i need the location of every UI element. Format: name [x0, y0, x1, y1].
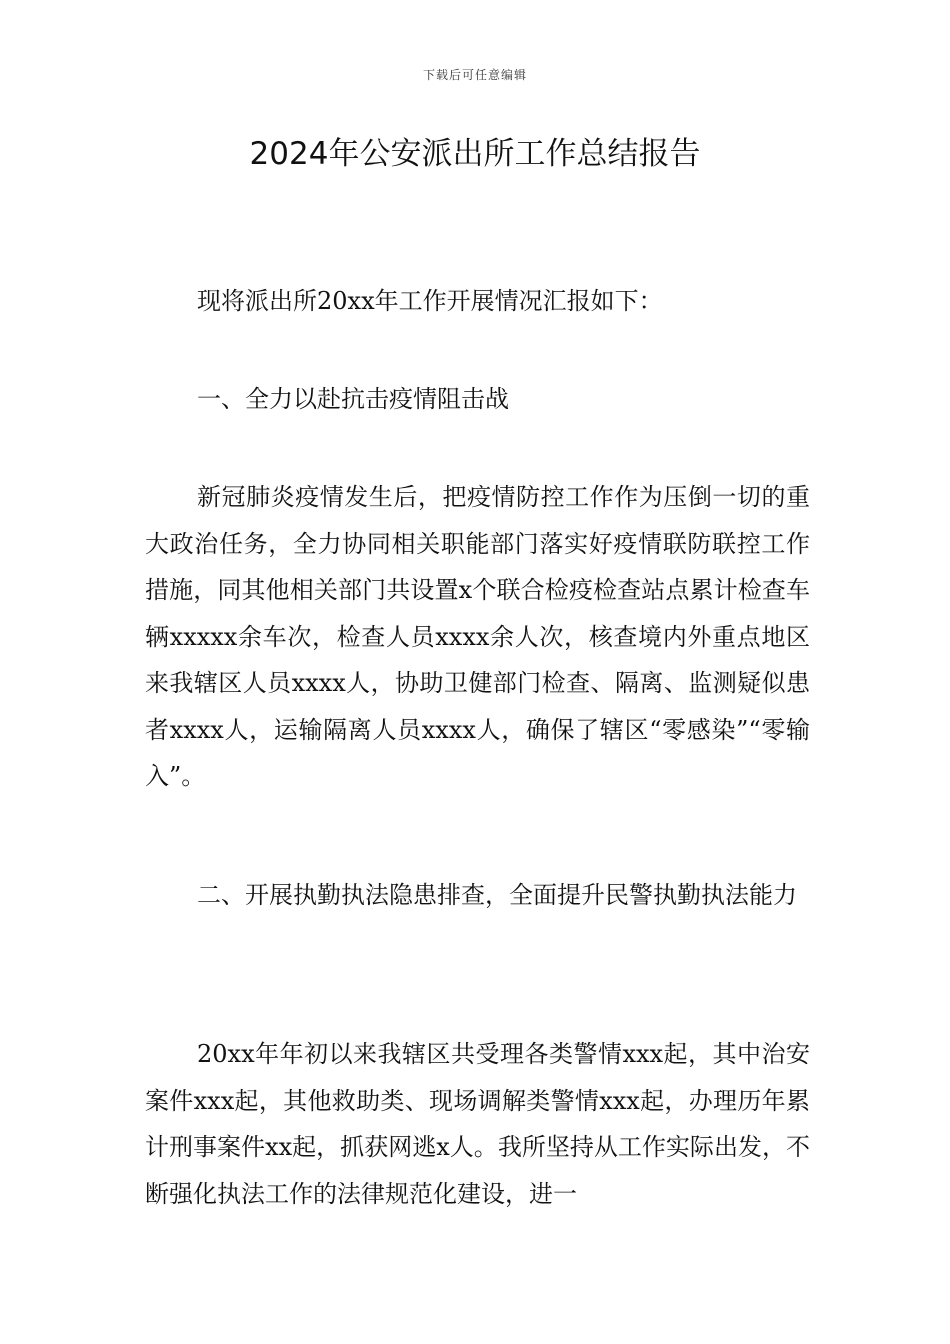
section-2-heading: 二、开展执勤执法隐患排查，全面提升民警执勤执法能力	[197, 881, 797, 909]
header-note: 下载后可任意编辑	[422, 68, 527, 82]
intro-paragraph: 现将派出所20xx年工作开展情况汇报如下：	[197, 287, 663, 315]
section-1-paragraph: 新冠肺炎疫情发生后，把疫情防控工作作为压倒一切的重大政治任务，全力协同相关职能部门落实好疫情联防联控工作措施，同其他相关部门共设置x个联合检疫检查站点累计检查车辆xxxxx余车次，检查人员xxxx余人次，核查境内外重点地区来我辖区人员xxxx人，协助卫健部门检查、隔离、监测疑似患者xxxx人，运输隔离人员xxxx人，确保了辖区“零感染”“零输入”。	[145, 483, 810, 790]
section-2-paragraph: 20xx年年初以来我辖区共受理各类警情xxx起，其中治安案件xxx起，其他救助类、现场调解类警情xxx起，办理历年累计刑事案件xx起，抓获网逃x人。我所坚持从工作实际出发，不断强化执法工作的法律规范化建设，进一	[145, 1040, 810, 1208]
document-title: 2024年公安派出所工作总结报告	[249, 136, 701, 172]
section-1-heading: 一、全力以赴抗击疫情阻击战	[197, 385, 509, 413]
